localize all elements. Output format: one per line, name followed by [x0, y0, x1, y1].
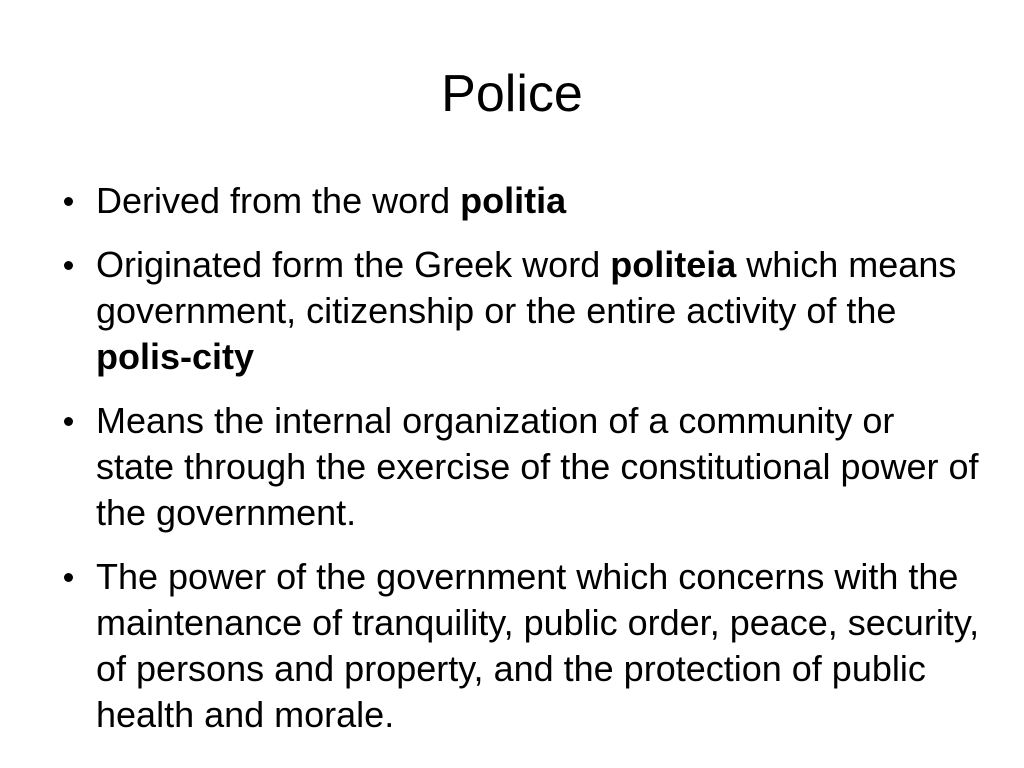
bullet-text: [96, 400, 979, 533]
bullet-dot-icon: [64, 573, 73, 582]
slide-title: Police: [441, 65, 583, 123]
bullet-text: [96, 244, 956, 377]
bullet-text-part: Means the internal organization of a community or state through the exercise of the constitutional power of the government.: [96, 400, 979, 533]
bullet-dot-icon: [64, 417, 73, 426]
bullet-item-power: [60, 554, 980, 738]
bullet-text-part: The power of the government which concerns with the maintenance of tranquility, public order, peace, security, of persons and property, and the protection of public health and morale.: [96, 556, 980, 735]
bullet-list: [60, 178, 980, 756]
bullet-dot-icon: [64, 197, 73, 206]
bullet-text-part: Originated form the Greek word: [96, 244, 611, 285]
bullet-text: [96, 180, 566, 221]
bullet-text-part: Derived from the word: [96, 180, 461, 221]
bullet-keyword: politeia: [610, 244, 737, 285]
bullet-item-originated: [60, 242, 980, 380]
bullet-dot-icon: [64, 261, 73, 270]
bullet-text-part: which means government, citizenship or the entire activity of the: [96, 244, 957, 331]
bullet-keyword: politia: [460, 180, 567, 221]
bullet-text: [96, 556, 979, 735]
bullet-item-means: [60, 398, 980, 536]
bullet-keyword: polis-city: [96, 336, 255, 377]
bullet-item-derived: [60, 178, 980, 224]
